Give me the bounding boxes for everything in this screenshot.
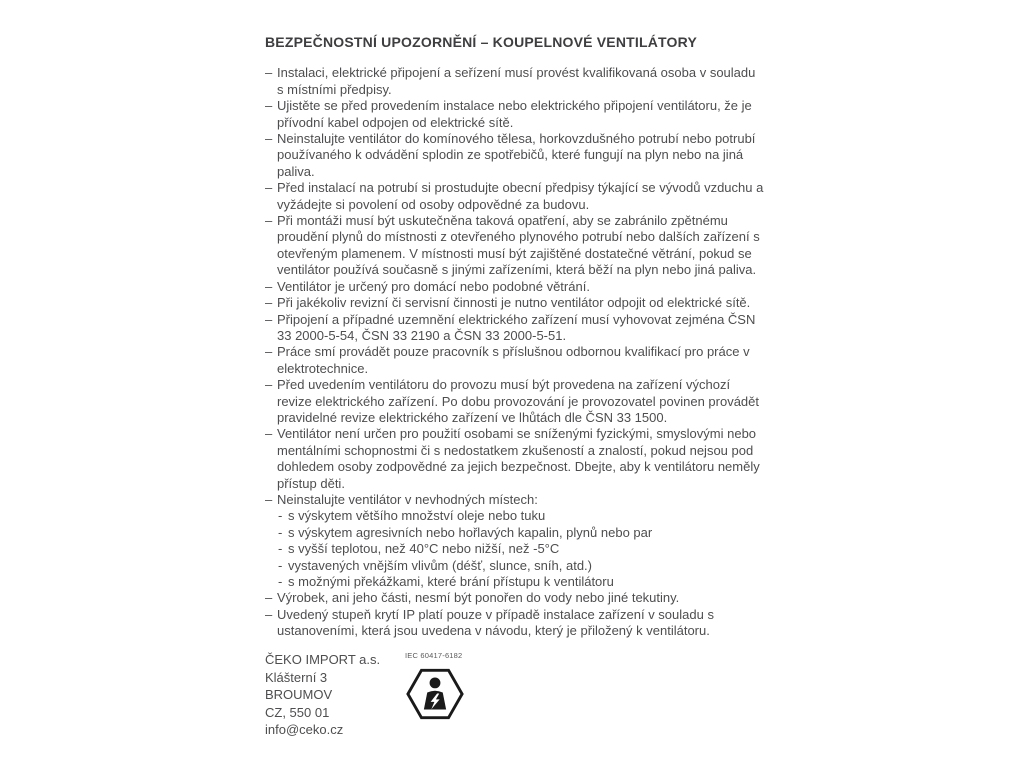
list-item xyxy=(265,312,765,345)
list-item xyxy=(265,607,765,640)
sub-bullet-text: s vyšší teplotou, než 40°C nebo nižší, než -5°C xyxy=(288,541,560,557)
bullet-dash: – xyxy=(265,295,273,311)
safety-symbol-block xyxy=(405,651,465,725)
symbol-standard-label: IEC 60417-6182 xyxy=(405,651,463,660)
list-item xyxy=(265,98,765,131)
sub-bullet-dash: - xyxy=(278,541,283,557)
sub-list-item xyxy=(265,574,765,590)
sub-bullet-dash: - xyxy=(278,574,283,589)
sub-bullet-dash: - xyxy=(278,508,283,524)
bullet-text: Při jakékoliv revizní či servisní činnosti je nutno ventilátor odpojit od elektrické sítě. xyxy=(277,295,751,311)
bullet-dash: – xyxy=(265,180,273,196)
bullet-text: Práce smí provádět pouze pracovník s příslušnou odbornou kvalifikací pro práce v elektrotechnice. xyxy=(277,344,750,376)
list-item xyxy=(265,131,765,180)
list-item xyxy=(265,180,765,213)
bullet-dash: – xyxy=(265,213,273,229)
list-item xyxy=(265,213,765,279)
company-zip: CZ, 550 01 xyxy=(265,704,330,720)
sub-bullet-dash: - xyxy=(278,557,283,573)
list-item xyxy=(265,65,765,98)
company-email: info@ceko.cz xyxy=(265,722,344,737)
bullet-text: Výrobek, ani jeho části, nesmí být ponořen do vody nebo jiné tekutiny. xyxy=(277,590,680,606)
qualified-installer-icon xyxy=(405,663,465,725)
bullet-text: Uvedený stupeň krytí IP platí pouze v případě instalace zařízení v souladu s ustanoveními, která jsou uvedena v návodu, který je přiložený k ventilátoru. xyxy=(277,606,714,639)
sub-bullet-text: s výskytem většího množství oleje nebo tuku xyxy=(288,508,546,524)
list-item xyxy=(265,344,765,377)
bullet-text: Před instalací na potrubí si prostudujte obecní předpisy týkající se vývodů vzduchu a vyžádejte si povolení od osoby odpovědné za budovu. xyxy=(277,180,764,212)
sub-bullet-text: s možnými překážkami, které brání přístupu k ventilátoru xyxy=(288,574,614,589)
bullet-text: Při montáži musí být uskutečněna taková opatření, aby se zabránilo zpětnému proudění plynů do místnosti z otevřeného plynového potrubí nebo dalších zařízení s otevřeným plamenem. V místnosti musí být zajištěné dostatečné větrání, pokud se ventilátor používá současně s jinými zařízeními, která běží na plyn nebo jiná paliva. xyxy=(277,213,760,278)
bullet-text: Ujistěte se před provedením instalace nebo elektrického připojení ventilátoru, že je přívodní kabel odpojen od elektrické sítě. xyxy=(277,98,752,130)
bullet-text: Neinstalujte ventilátor v nevhodných místech: xyxy=(277,491,538,507)
sub-list-item xyxy=(265,558,765,574)
company-address-block xyxy=(265,651,405,739)
sub-bullet-text: vystavených vnějším vlivům (déšť, slunce, sníh, atd.) xyxy=(288,557,592,573)
bullet-dash: – xyxy=(265,278,273,294)
bullet-dash: – xyxy=(265,131,273,147)
sub-bullet-text: s výskytem agresivních nebo hořlavých kapalin, plynů nebo par xyxy=(288,524,653,540)
company-name: ČEKO IMPORT a.s. xyxy=(265,652,381,667)
bullet-text: Ventilátor je určený pro domácí nebo podobné větrání. xyxy=(277,278,590,294)
list-item xyxy=(265,279,765,295)
list-item xyxy=(265,377,765,426)
bullet-text: Ventilátor není určen pro použití osobami se sníženými fyzickými, smyslovými nebo mentálními schopnostmi či s nedostatkem zkušeností a znalostí, pokud nejsou pod dohledem osoby zodpovědné za jejich bezpečnost. Dbejte, aby k ventilátoru neměly přístup děti. xyxy=(277,426,760,491)
bullet-text: Instalaci, elektrické připojení a seřízení musí provést kvalifikovaná osoba v souladu s místními předpisy. xyxy=(277,65,756,97)
bullet-dash: – xyxy=(265,606,273,622)
footer xyxy=(265,651,465,739)
sub-bullet-dash: - xyxy=(278,524,283,540)
document-body xyxy=(265,34,765,640)
sub-list-item xyxy=(265,525,765,541)
bullet-dash: – xyxy=(265,311,273,327)
bullet-dash: – xyxy=(265,491,273,507)
sub-list-item xyxy=(265,508,765,524)
sub-list-item xyxy=(265,541,765,557)
bullet-dash: – xyxy=(265,377,273,393)
company-street: Klášterní 3 xyxy=(265,669,328,685)
bullet-text: Před uvedením ventilátoru do provozu musí být provedena na zařízení výchozí revize elektrického zařízení. Po dobu provozování je provozovatel povinen provádět pravidelné revize elektrického zařízení ve lhůtách dle ČSN 33 1500. xyxy=(277,377,760,425)
bullet-text: Připojení a případné uzemnění elektrického zařízení musí vyhovovat zejména ČSN 33 2000-5-54, ČSN 33 2190 a ČSN 33 2000-5-51. xyxy=(277,311,756,343)
bullet-dash: – xyxy=(265,65,273,81)
bullet-text: Neinstalujte ventilátor do komínového tělesa, horkovzdušného potrubí nebo potrubí používaného k odvádění splodin ze spotřebičů, které fungují na plyn nebo na jiná paliva. xyxy=(277,131,756,179)
company-city: BROUMOV xyxy=(265,687,333,702)
bullet-dash: – xyxy=(265,344,273,360)
list-item xyxy=(265,295,765,311)
bullet-dash: – xyxy=(265,426,273,442)
list-item xyxy=(265,492,765,508)
bullet-dash: – xyxy=(265,590,273,606)
list-item xyxy=(265,426,765,492)
bullet-dash: – xyxy=(265,98,273,114)
page-title: BEZPEČNOSTNÍ UPOZORNĚNÍ – KOUPELNOVÉ VENTILÁTORY xyxy=(265,34,697,50)
list-item xyxy=(265,590,765,606)
